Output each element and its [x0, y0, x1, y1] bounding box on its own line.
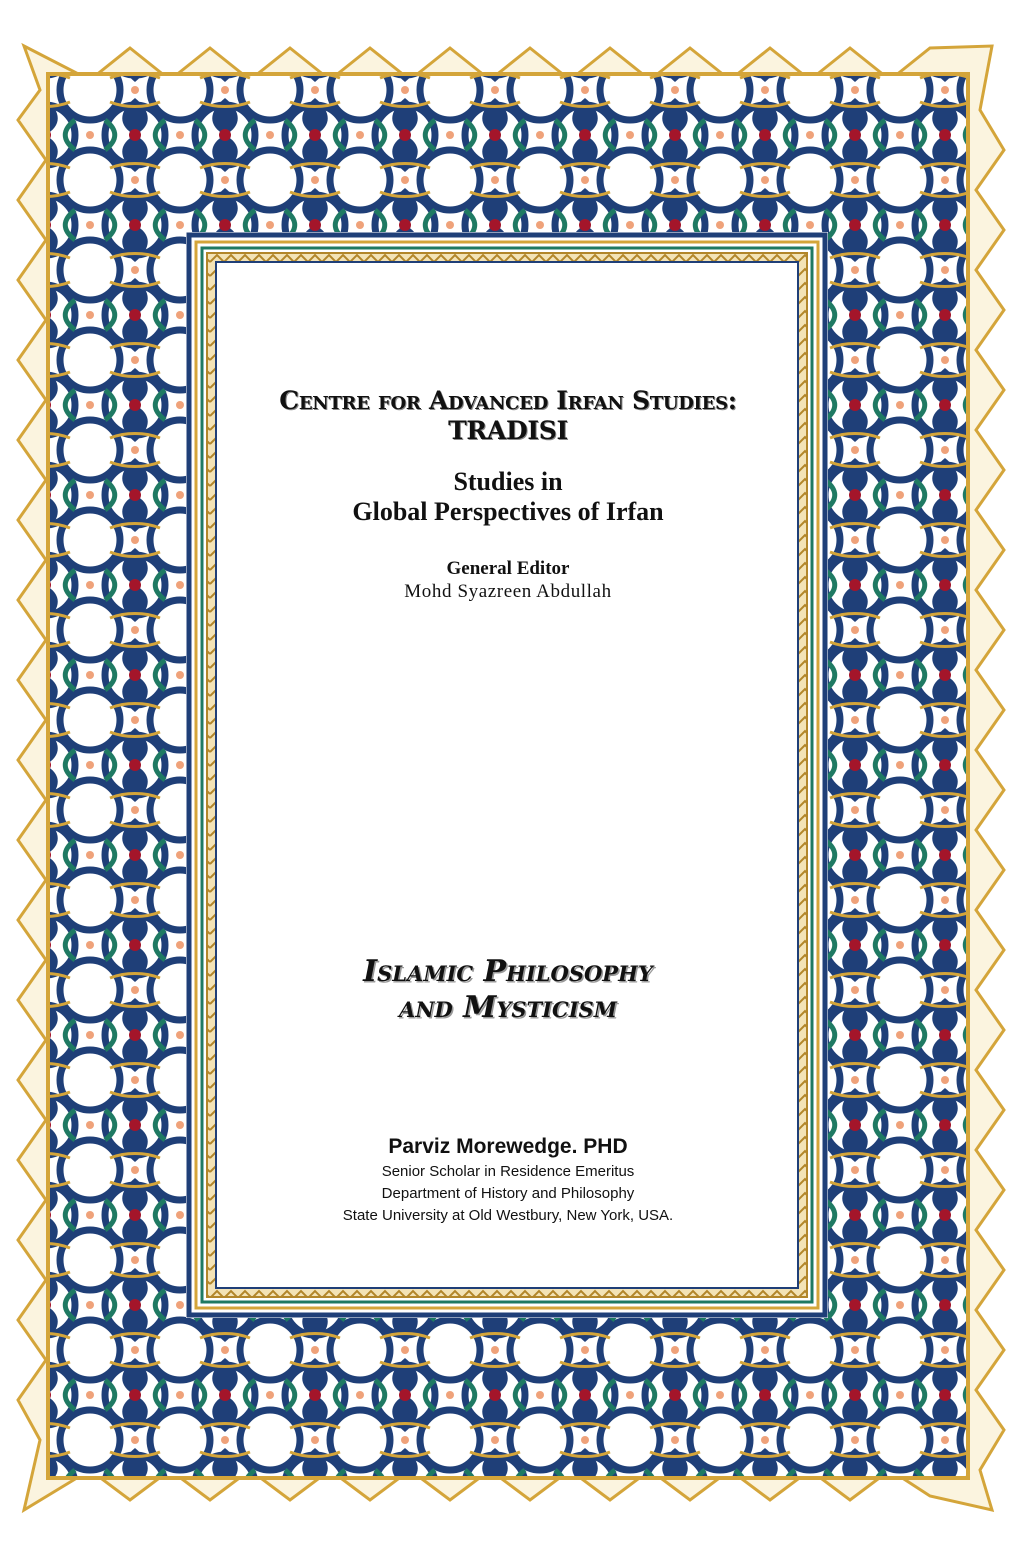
collection-title-line-1: Studies in [453, 467, 563, 496]
author-position: Senior Scholar in Residence Emeritus [381, 1163, 635, 1180]
general-editor-name: Mohd Syazreen Abdullah [404, 581, 612, 602]
series-title-line-1: Centre for Advanced Irfan Studies: [279, 386, 737, 415]
author-university: State University at Old Westbury, New York, USA. [342, 1207, 674, 1224]
author-department: Department of History and Philosophy [381, 1185, 635, 1202]
collection-title [222, 467, 794, 527]
cover-text-panel [222, 270, 794, 1268]
book-title [222, 954, 794, 1026]
series-title-line-2: TRADISI [448, 416, 568, 445]
author-name: Parviz Morewedge. PHD [388, 1135, 628, 1158]
series-title [222, 386, 794, 446]
collection-title-line-2: Global Perspectives of Irfan [352, 497, 664, 526]
general-editor-label: General Editor [446, 558, 570, 579]
book-title-line-1: Islamic Philosophy [363, 954, 653, 989]
book-title-line-2: and Mysticism [399, 990, 617, 1025]
